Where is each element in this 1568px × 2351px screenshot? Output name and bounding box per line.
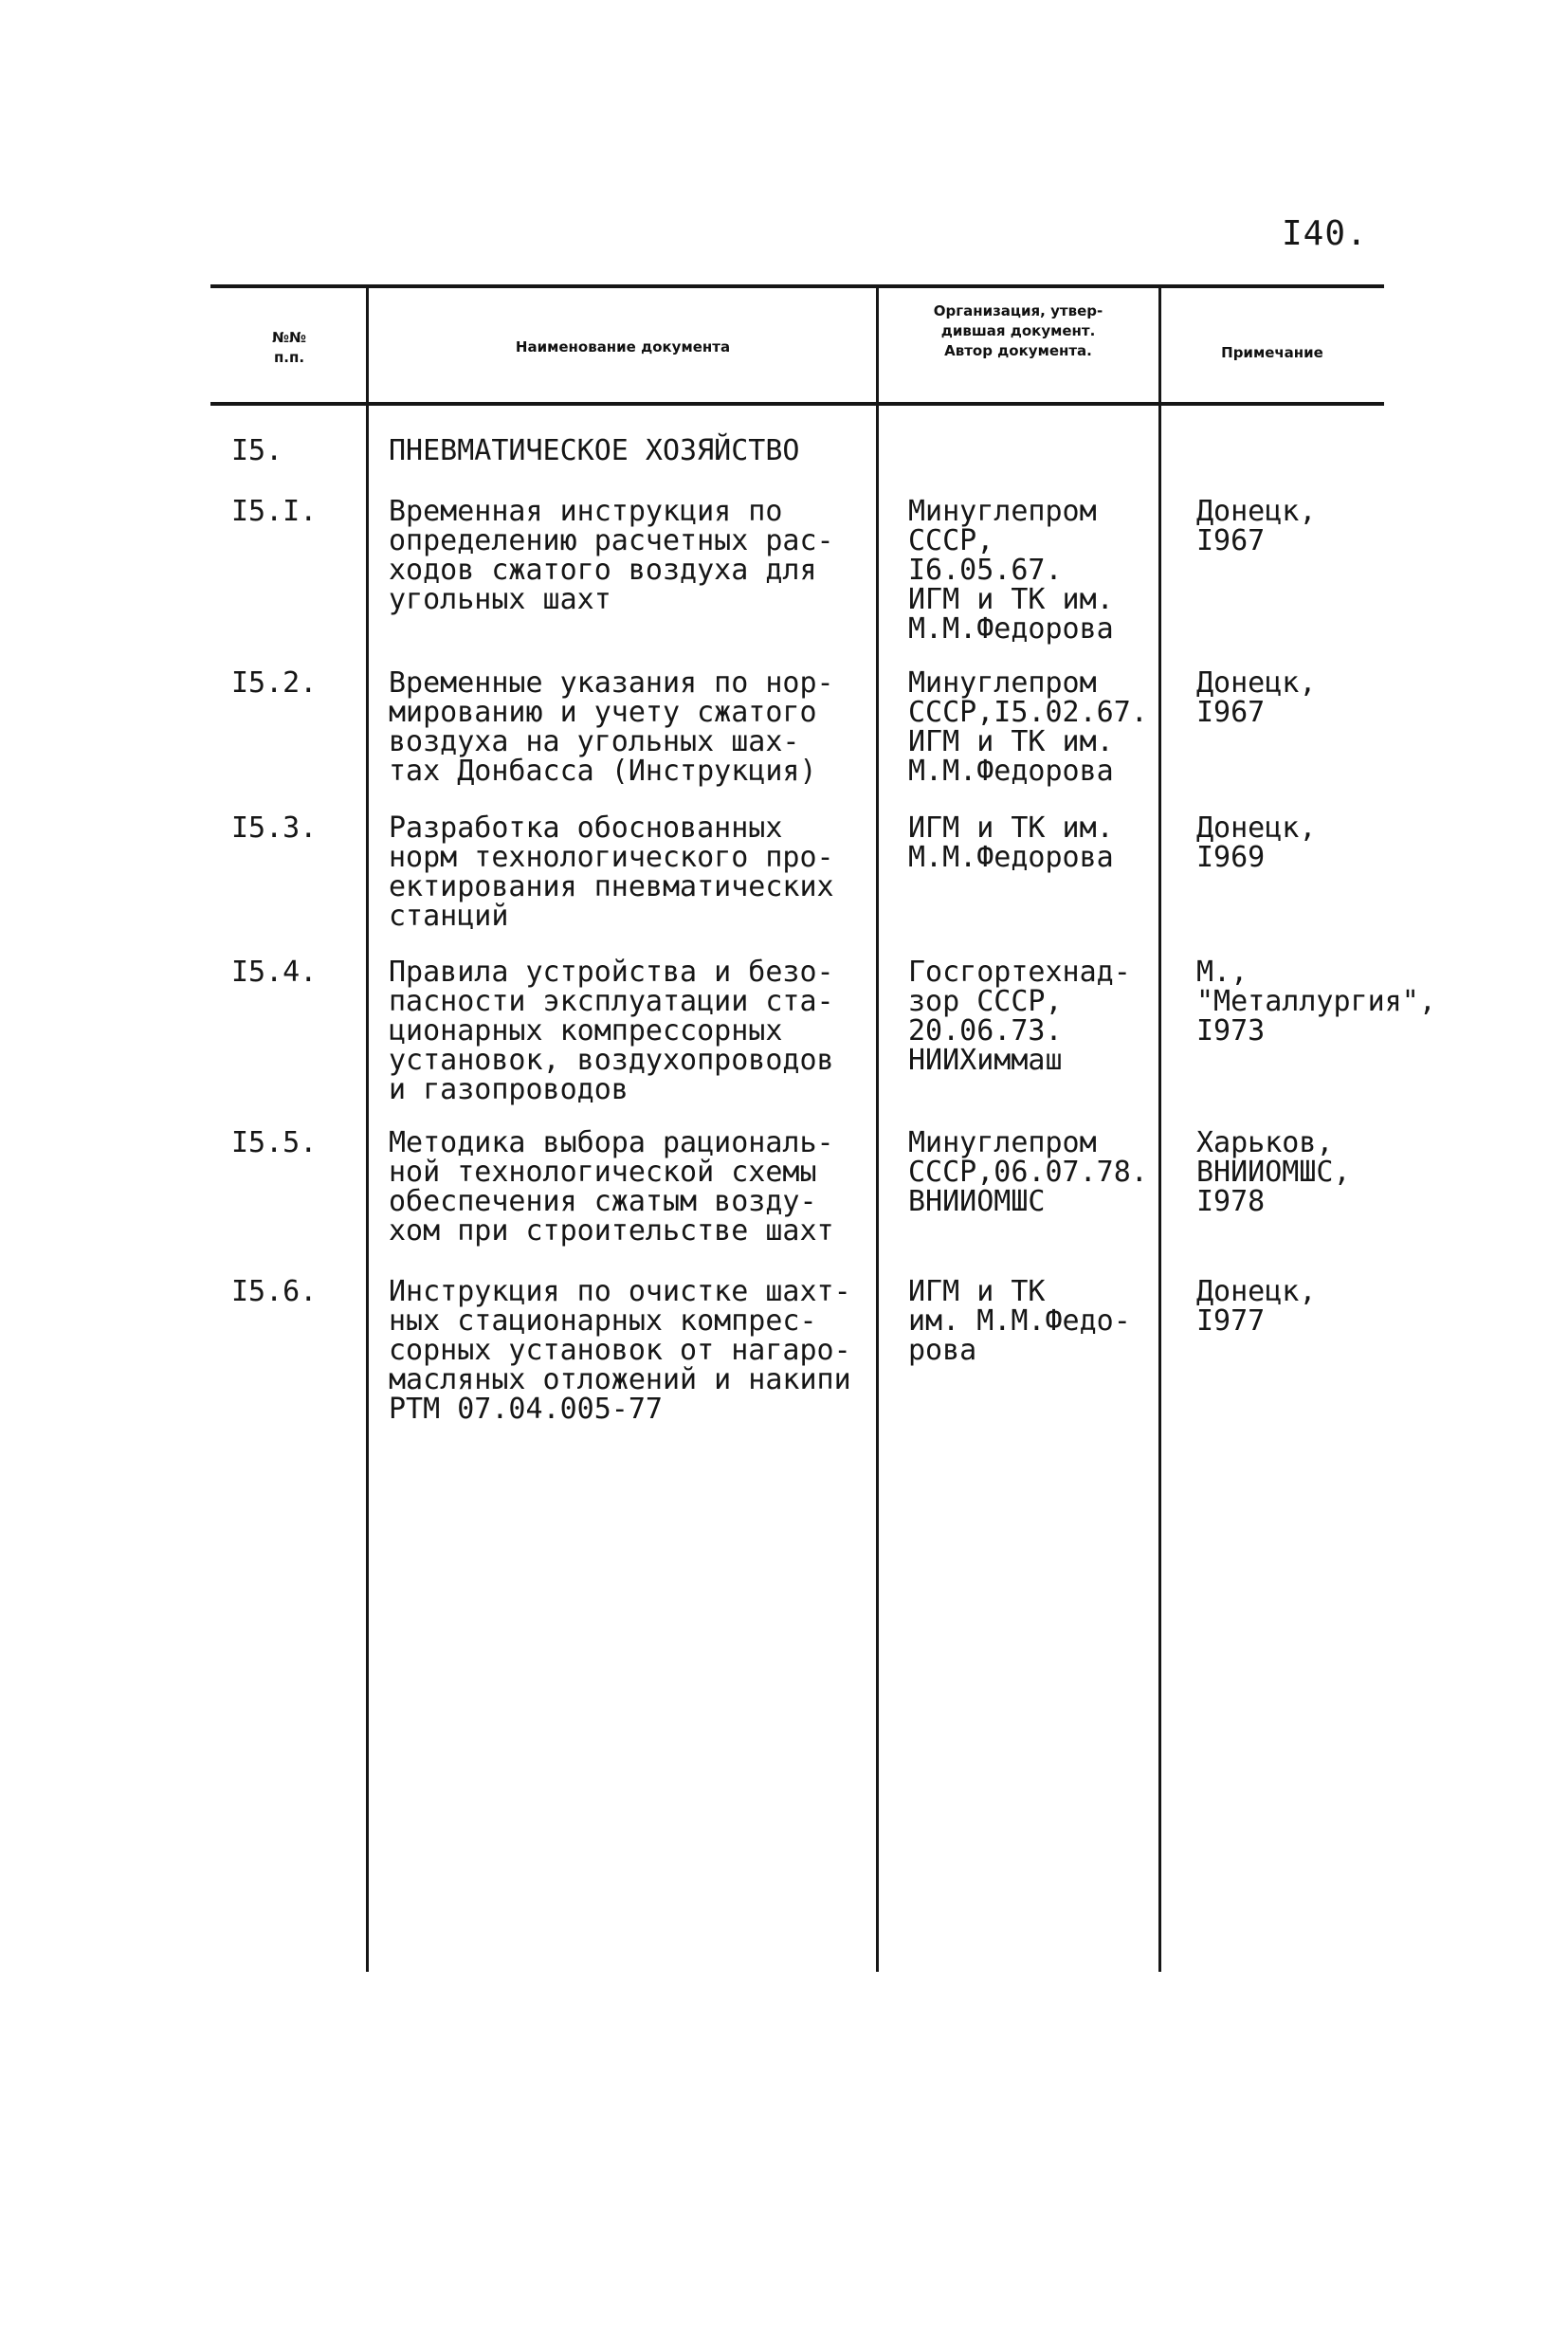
header-organization: Организация, утвер- дившая документ. Автор документа. (933, 302, 1103, 359)
header-note: Примечание (1221, 344, 1323, 361)
page-number: I40. (1282, 214, 1368, 253)
section-number: I5. (231, 434, 283, 467)
row-note: Донецк, I977 (1196, 1275, 1317, 1338)
row-organization: Минуглепром СССР,I5.02.67. ИГМ и ТК им. М.М.Федорова (908, 666, 1148, 788)
row-number: I5.4. (231, 956, 318, 989)
row-organization: Минуглепром СССР,06.07.78. ВНИИОМШС (908, 1126, 1148, 1218)
column-divider-2 (876, 286, 879, 1972)
row-note: Донецк, I969 (1196, 811, 1317, 874)
column-divider-3 (1158, 286, 1161, 1972)
row-number: I5.5. (231, 1126, 318, 1159)
row-organization: ИГМ и ТК им. М.М.Федо- рова (908, 1275, 1131, 1367)
row-document-name: Инструкция по очистке шахт- ных стационарных компрес- сорных установок от нагаро- масляных отложений и накипи РТМ 07.04.005-77 (389, 1275, 851, 1426)
row-organization: Минуглепром СССР, I6.05.67. ИГМ и ТК им. М.М.Федорова (908, 495, 1114, 646)
column-divider-1 (366, 286, 369, 1972)
row-document-name: Временная инструкция по определению расчетных рас- ходов сжатого воздуха для угольных шахт (389, 495, 834, 616)
row-number: I5.2. (231, 666, 318, 700)
header-number: №№ п.п. (271, 329, 307, 366)
row-note: Донецк, I967 (1196, 666, 1317, 729)
row-number: I5.I. (231, 495, 318, 528)
section-title: ПНЕВМАТИЧЕСКОЕ ХОЗЯЙСТВО (389, 434, 800, 467)
row-note: Донецк, I967 (1196, 495, 1317, 557)
header-name: Наименование документа (515, 338, 731, 355)
row-number: I5.6. (231, 1275, 318, 1308)
row-note: М., "Металлургия", I973 (1196, 956, 1436, 1048)
row-document-name: Разработка обоснованных норм технологического про- ектирования пневматических станций (389, 811, 834, 933)
row-number: I5.3. (231, 811, 318, 845)
header-bottom-rule (210, 402, 1384, 406)
row-organization: ИГМ и ТК им. М.М.Федорова (908, 811, 1114, 874)
row-document-name: Методика выбора рациональ- ной технологической схемы обеспечения сжатым возду- хом при строительстве шахт (389, 1126, 834, 1248)
row-document-name: Правила устройства и безо- пасности эксплуатации ста- ционарных компрессорных установок, воздухопроводов и газопроводов (389, 956, 834, 1106)
table-top-rule (210, 284, 1384, 288)
row-organization: Госгортехнад- зор СССР, 20.06.73. НИИХиммаш (908, 956, 1131, 1077)
row-note: Харьков, ВНИИОМШС, I978 (1196, 1126, 1351, 1218)
row-document-name: Временные указания по нор- мированию и учету сжатого воздуха на угольных шах- тах Донбасса (Инструкция) (389, 666, 834, 788)
